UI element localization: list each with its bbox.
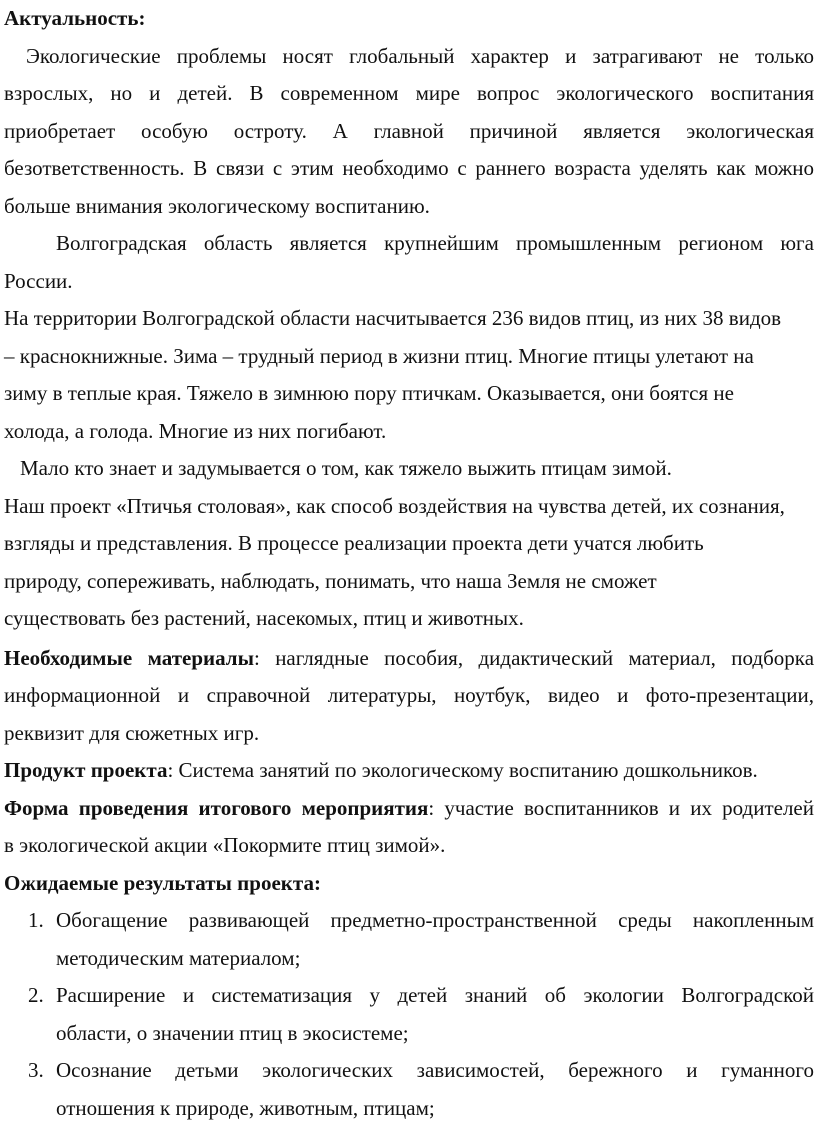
text-line: информационной и справочной литературы, ноутбук, видео и фото-презентации, — [4, 683, 814, 707]
text-line: взгляды и представления. В процессе реализации проекта дети учатся любить — [4, 531, 704, 555]
list-item — [4, 1052, 814, 1127]
text-line: больше внимания экологическому воспитанию. — [4, 193, 430, 218]
list-number: 2. — [28, 983, 44, 1007]
text-line — [4, 640, 814, 678]
event-form-label: Форма проведения итогового мероприятия — [4, 795, 429, 820]
relevance-paragraph-5 — [4, 488, 814, 638]
text-line: взрослых, но и детей. В современном мире вопрос экологического воспитания — [4, 81, 814, 105]
text-line: приобретает особую остроту. А главной причиной является экологическая — [4, 118, 814, 143]
materials-text: : наглядные пособия, дидактический материал, подборка — [253, 645, 815, 670]
list-number: 1. — [28, 908, 44, 932]
text-line: Наш проект «Птичья столовая», как способ воздействия на чувства детей, их сознания, — [4, 493, 785, 518]
relevance-heading: Актуальность: — [4, 6, 146, 30]
text-line: отношения к природе, животным, птицам; — [56, 1095, 435, 1120]
list-item — [4, 902, 814, 977]
relevance-paragraph-3 — [4, 300, 814, 450]
text-line: На территории Волгоградской области насчитывается 236 видов птиц, из них 38 видов — [4, 306, 782, 330]
text-line: – краснокнижные. Зима – трудный период в жизни птиц. Многие птицы улетают на — [4, 343, 754, 368]
relevance-paragraph-1 — [4, 38, 814, 226]
text-line: области, о значении птиц в экосистеме; — [56, 1020, 409, 1045]
text-line — [4, 1052, 814, 1090]
text-line: реквизит для сюжетных игр. — [4, 720, 260, 745]
text-line: природу, сопереживать, наблюдать, понимать, что наша Земля не сможет — [4, 568, 657, 593]
materials-section — [4, 640, 814, 753]
results-heading: Ожидаемые результаты проекта: — [4, 870, 321, 895]
event-form-section — [4, 790, 814, 865]
text-line — [4, 902, 814, 940]
event-form-text: : участие воспитанников и их родителей — [428, 795, 814, 820]
text-line — [4, 790, 814, 828]
text-line: России. — [4, 268, 73, 293]
results-list — [4, 902, 814, 1127]
relevance-paragraph-2 — [4, 225, 814, 300]
text-line: Экологические проблемы носят глобальный характер и затрагивают не только — [26, 43, 814, 68]
product-section — [4, 752, 814, 790]
list-item — [4, 977, 814, 1052]
text-line: холода, а голода. Многие из них погибают. — [4, 418, 387, 443]
list-text: Осознание детьми экологических зависимостей, бережного и гуманного — [56, 1058, 814, 1082]
product-label: Продукт проекта — [4, 758, 168, 782]
text-line: безответственность. В связи с этим необходимо с раннего возраста уделять как можно — [4, 156, 814, 180]
relevance-paragraph-4: Мало кто знает и задумывается о том, как тяжело выжить птицам зимой. — [20, 456, 672, 480]
document-page — [4, 0, 814, 1127]
text-line: в экологической акции «Покормите птиц зимой». — [4, 833, 446, 857]
list-text: Обогащение развивающей предметно-пространственной среды накопленным — [56, 908, 814, 932]
product-text: : Система занятий по экологическому воспитанию дошкольников. — [167, 758, 758, 782]
text-line — [4, 977, 814, 1015]
text-line: существовать без растений, насекомых, птиц и животных. — [4, 606, 524, 630]
text-line: Волгоградская область является крупнейшим промышленным регионом юга — [56, 231, 814, 255]
list-number: 3. — [28, 1058, 44, 1082]
list-text: Расширение и систематизация у детей знаний об экологии Волгоградской — [56, 983, 814, 1007]
text-line: методическим материалом; — [56, 945, 301, 970]
text-line: зиму в теплые края. Тяжело в зимнюю пору птичкам. Оказывается, они боятся не — [4, 381, 734, 405]
materials-label: Необходимые материалы — [4, 645, 254, 670]
